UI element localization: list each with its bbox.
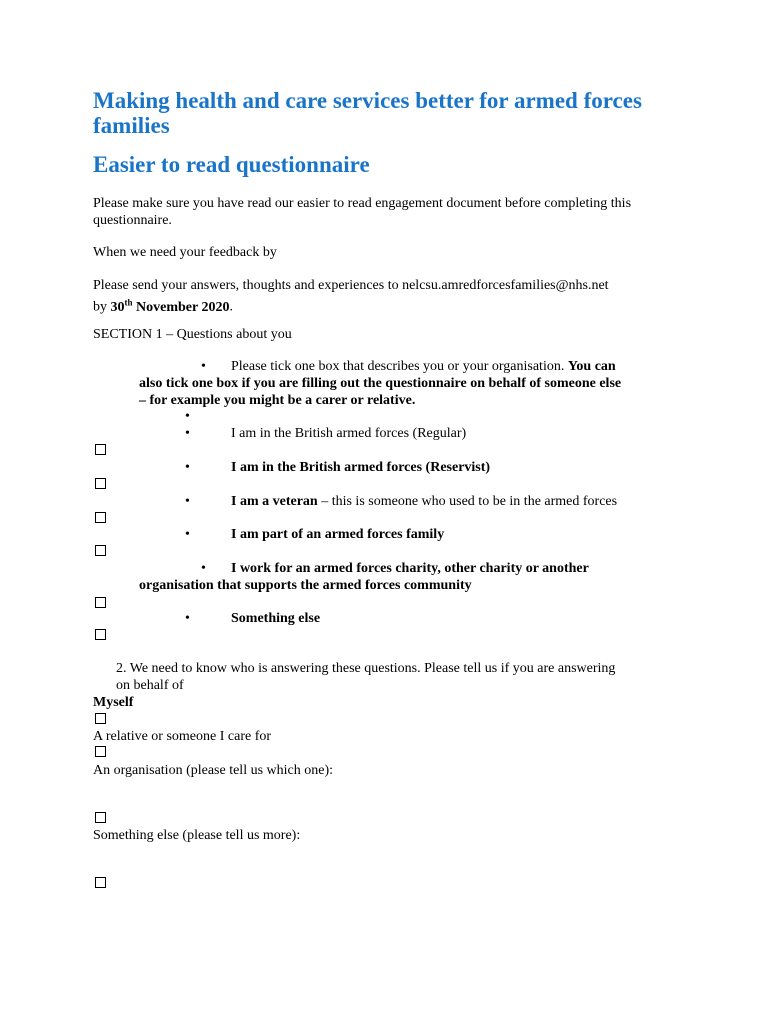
send-deadline [110, 297, 230, 315]
instruction-bold-start: You can [567, 359, 616, 374]
bullet-icon: • [201, 359, 206, 374]
q2-option-organisation-label: An organisation (please tell us which one): [93, 763, 334, 778]
q2-organisation-checkbox[interactable] [95, 812, 106, 823]
option-regular-checkbox[interactable] [95, 444, 106, 455]
q2-option-relative-label: A relative or someone I care for [93, 729, 272, 744]
instruction-bold-line3: – for example you might be a carer or relative. [139, 393, 416, 408]
q2-relative-checkbox[interactable] [95, 746, 106, 757]
section1-heading: SECTION 1 – Questions about you [93, 327, 292, 342]
q2-question-line2: on behalf of [116, 678, 184, 693]
q2-option-myself-label: Myself [93, 695, 134, 710]
instruction-bold-line2: also tick one box if you are filling out the questionnaire on behalf of someone else [139, 376, 622, 391]
q2-option-something-else-label: Something else (please tell us more): [93, 828, 301, 843]
bullet-icon: • [185, 460, 190, 475]
deadline-month-year: November 2020 [136, 299, 230, 315]
deadline-period: . [229, 299, 233, 315]
send-by: by [93, 299, 107, 315]
deadline-day: 30 [110, 299, 125, 315]
bullet-icon: • [185, 426, 190, 441]
q2-something-else-checkbox[interactable] [95, 877, 106, 888]
q2-question-line1: 2. We need to know who is answering these questions. Please tell us if you are answering [116, 661, 616, 676]
veteran-bold: I am a veteran [231, 494, 318, 509]
send-paragraph [93, 277, 609, 316]
feedback-heading: When we need your feedback by [93, 245, 277, 260]
option-family-checkbox[interactable] [95, 545, 106, 556]
bullet-icon: • [185, 494, 190, 509]
veteran-rest: – this is someone who used to be in the armed forces [317, 494, 618, 509]
option-family-label: I am part of an armed forces family [231, 527, 445, 542]
option-regular-label: I am in the British armed forces (Regular) [231, 426, 467, 441]
option-reservist-checkbox[interactable] [95, 478, 106, 489]
bullet-icon: • [185, 527, 190, 542]
option-charity-checkbox[interactable] [95, 597, 106, 608]
page-title: Making health and care services better for armed forces families [93, 88, 642, 138]
deadline-ordinal: th [124, 297, 133, 307]
option-veteran-label [231, 493, 617, 510]
option-reservist-label: I am in the British armed forces (Reservist) [231, 460, 491, 475]
bullet-icon: • [185, 611, 190, 626]
intro-paragraph: Please make sure you have read our easier to read engagement document before completing this questionnaire. [93, 196, 632, 228]
option-charity-label-line2: organisation that supports the armed forces community [139, 578, 472, 593]
option-veteran-checkbox[interactable] [95, 512, 106, 523]
section1-instruction [231, 358, 616, 375]
instruction-text: Please tick one box that describes you or your organisation. [231, 359, 565, 374]
option-something-else-checkbox[interactable] [95, 629, 106, 640]
bullet-icon: • [201, 561, 206, 576]
q2-myself-checkbox[interactable] [95, 713, 106, 724]
bullet-icon: • [185, 409, 190, 424]
send-text: Please send your answers, thoughts and experiences to nelcsu.amredforcesfamilies@nhs.net [93, 278, 609, 293]
option-charity-label-line1: I work for an armed forces charity, other charity or another [231, 561, 589, 576]
page-subtitle: Easier to read questionnaire [93, 152, 370, 177]
option-something-else-label: Something else [231, 611, 321, 626]
